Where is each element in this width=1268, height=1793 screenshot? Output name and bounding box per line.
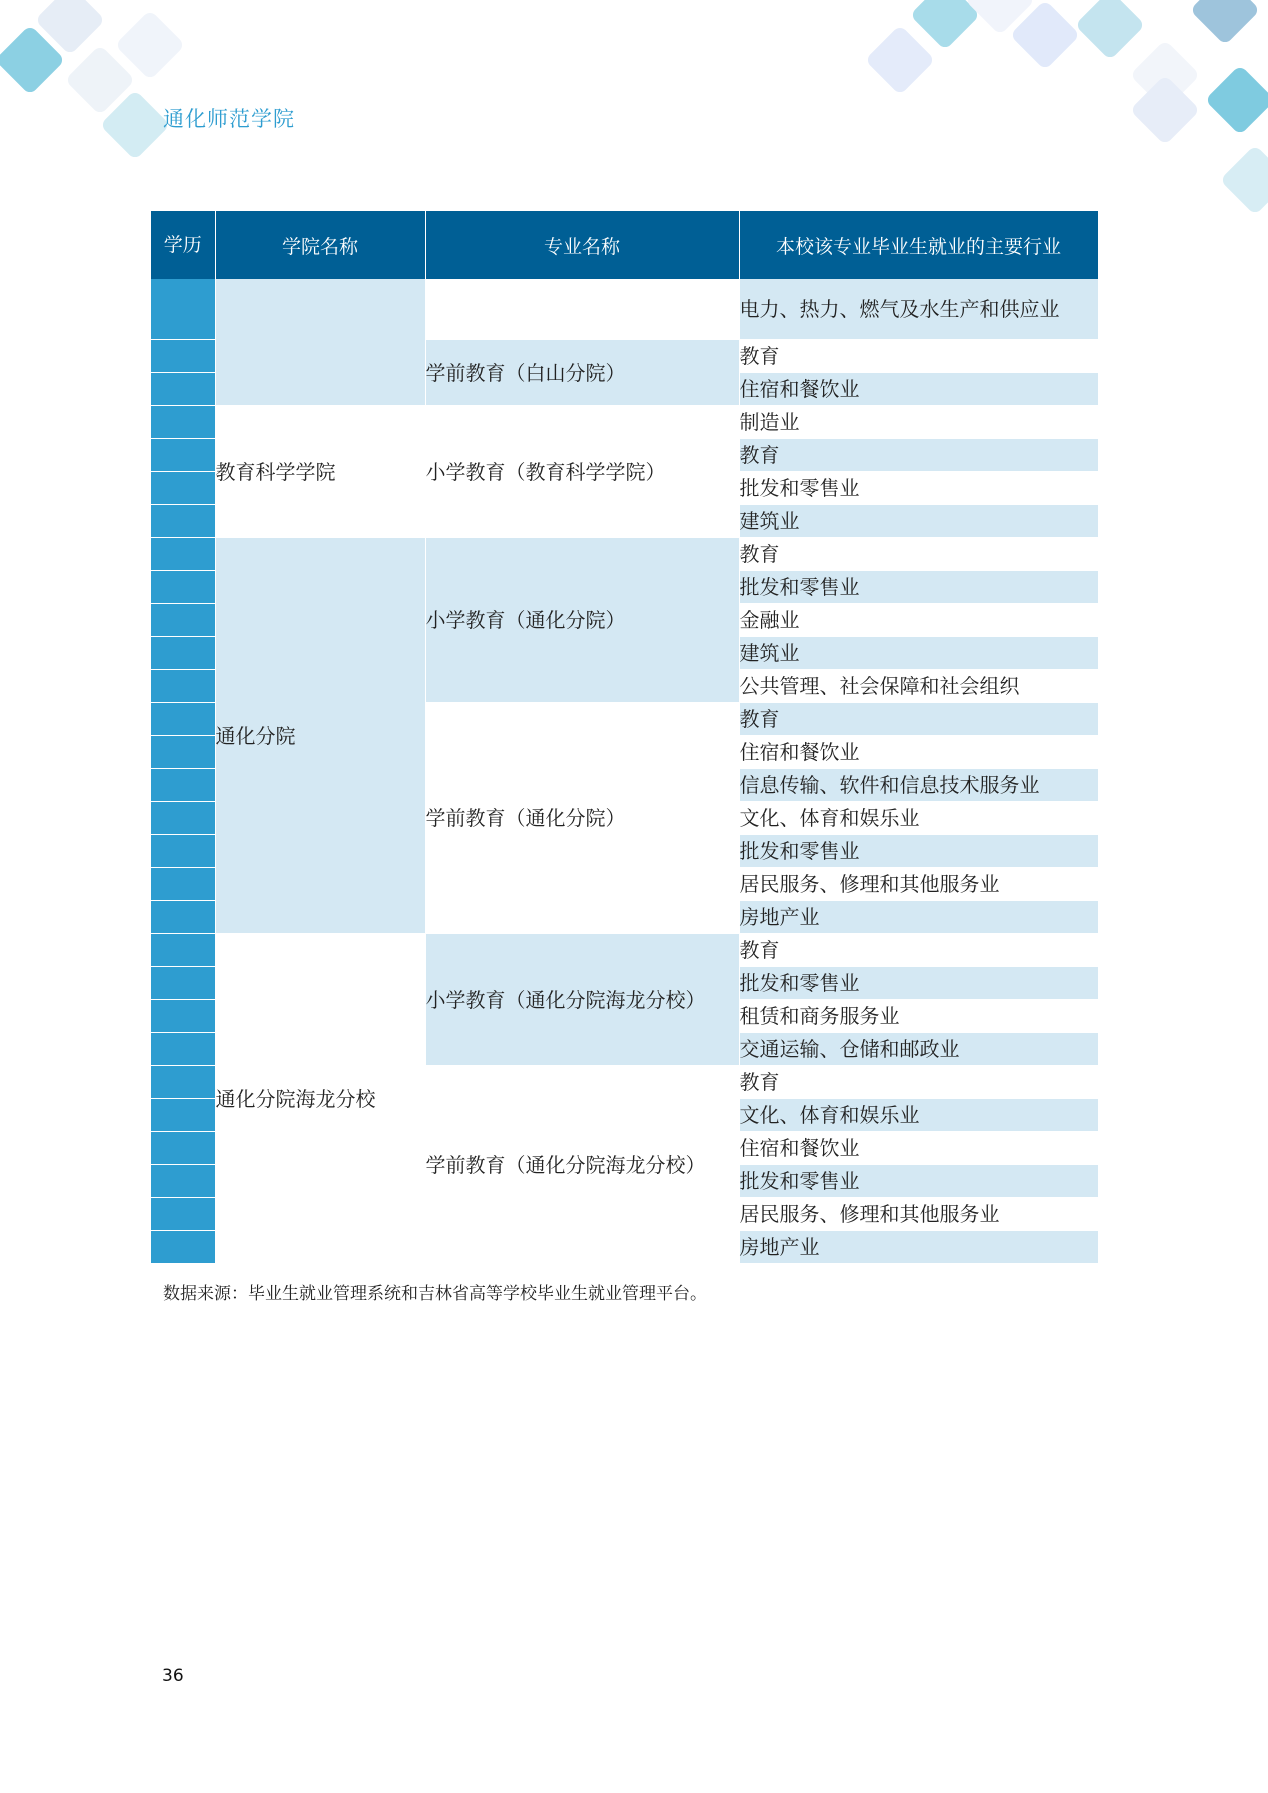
degree-cell [151, 835, 215, 868]
degree-cell [151, 1198, 215, 1231]
industry-cell: 住宿和餐饮业 [739, 1132, 1098, 1165]
header-industry: 本校该专业毕业生就业的主要行业 [739, 211, 1098, 279]
industry-cell: 批发和零售业 [739, 472, 1098, 505]
degree-cell [151, 373, 215, 406]
industry-cell: 教育 [739, 439, 1098, 472]
degree-cell [151, 934, 215, 967]
major-cell: 学前教育（通化分院海龙分校） [425, 1066, 739, 1264]
college-cell: 通化分院 [215, 538, 425, 934]
degree-cell [151, 1000, 215, 1033]
industry-cell: 租赁和商务服务业 [739, 1000, 1098, 1033]
degree-cell [151, 868, 215, 901]
table-row [151, 279, 1098, 340]
industry-cell: 教育 [739, 340, 1098, 373]
industry-cell: 文化、体育和娱乐业 [739, 1099, 1098, 1132]
major-cell: 学前教育（通化分院） [425, 703, 739, 934]
industry-cell: 批发和零售业 [739, 1165, 1098, 1198]
degree-cell [151, 769, 215, 802]
degree-cell [151, 802, 215, 835]
degree-cell [151, 1165, 215, 1198]
major-cell: 小学教育（通化分院海龙分校） [425, 934, 739, 1066]
major-cell: 小学教育（教育科学学院） [425, 406, 739, 538]
industry-cell: 教育 [739, 703, 1098, 736]
college-cell: 通化分院海龙分校 [215, 934, 425, 1264]
industry-cell: 教育 [739, 934, 1098, 967]
industry-cell: 公共管理、社会保障和社会组织 [739, 670, 1098, 703]
degree-cell [151, 538, 215, 571]
industry-cell: 批发和零售业 [739, 967, 1098, 1000]
industry-cell: 建筑业 [739, 637, 1098, 670]
college-cell [215, 279, 425, 406]
page-number: 36 [162, 1666, 184, 1686]
industry-cell: 居民服务、修理和其他服务业 [739, 868, 1098, 901]
college-cell: 教育科学学院 [215, 406, 425, 538]
header-title: 通化师范学院 [163, 107, 295, 131]
degree-cell [151, 439, 215, 472]
source-note: 数据来源：毕业生就业管理系统和吉林省高等学校毕业生就业管理平台。 [163, 1284, 707, 1304]
degree-cell [151, 505, 215, 538]
industry-cell: 电力、热力、燃气及水生产和供应业 [739, 279, 1098, 340]
industry-cell: 批发和零售业 [739, 571, 1098, 604]
industry-cell: 居民服务、修理和其他服务业 [739, 1198, 1098, 1231]
degree-cell [151, 1099, 215, 1132]
degree-cell [151, 571, 215, 604]
major-cell: 小学教育（通化分院） [425, 538, 739, 703]
industry-cell: 建筑业 [739, 505, 1098, 538]
industry-cell: 房地产业 [739, 1231, 1098, 1264]
major-cell [425, 279, 739, 340]
table-header-row [151, 211, 1098, 279]
degree-cell [151, 670, 215, 703]
degree-cell [151, 901, 215, 934]
industry-cell: 房地产业 [739, 901, 1098, 934]
employment-industry-table [151, 211, 1099, 1264]
degree-cell [151, 604, 215, 637]
header-college: 学院名称 [215, 211, 425, 279]
major-cell: 学前教育（白山分院） [425, 340, 739, 406]
degree-cell [151, 1066, 215, 1099]
degree-cell [151, 736, 215, 769]
degree-cell [151, 637, 215, 670]
header-major: 专业名称 [425, 211, 739, 279]
industry-cell: 教育 [739, 538, 1098, 571]
industry-cell: 交通运输、仓储和邮政业 [739, 1033, 1098, 1066]
industry-cell: 制造业 [739, 406, 1098, 439]
degree-cell [151, 1033, 215, 1066]
table-row [151, 406, 1098, 439]
degree-cell [151, 472, 215, 505]
degree-cell [151, 279, 215, 340]
header-degree: 学历 [151, 211, 215, 279]
industry-cell: 住宿和餐饮业 [739, 736, 1098, 769]
industry-cell: 批发和零售业 [739, 835, 1098, 868]
industry-cell: 住宿和餐饮业 [739, 373, 1098, 406]
degree-cell [151, 1132, 215, 1165]
degree-cell [151, 406, 215, 439]
industry-cell: 金融业 [739, 604, 1098, 637]
table-row [151, 934, 1098, 967]
table-row [151, 538, 1098, 571]
degree-cell [151, 340, 215, 373]
industry-cell: 信息传输、软件和信息技术服务业 [739, 769, 1098, 802]
industry-cell: 教育 [739, 1066, 1098, 1099]
degree-cell [151, 703, 215, 736]
industry-cell: 文化、体育和娱乐业 [739, 802, 1098, 835]
degree-cell [151, 1231, 215, 1264]
degree-cell [151, 967, 215, 1000]
